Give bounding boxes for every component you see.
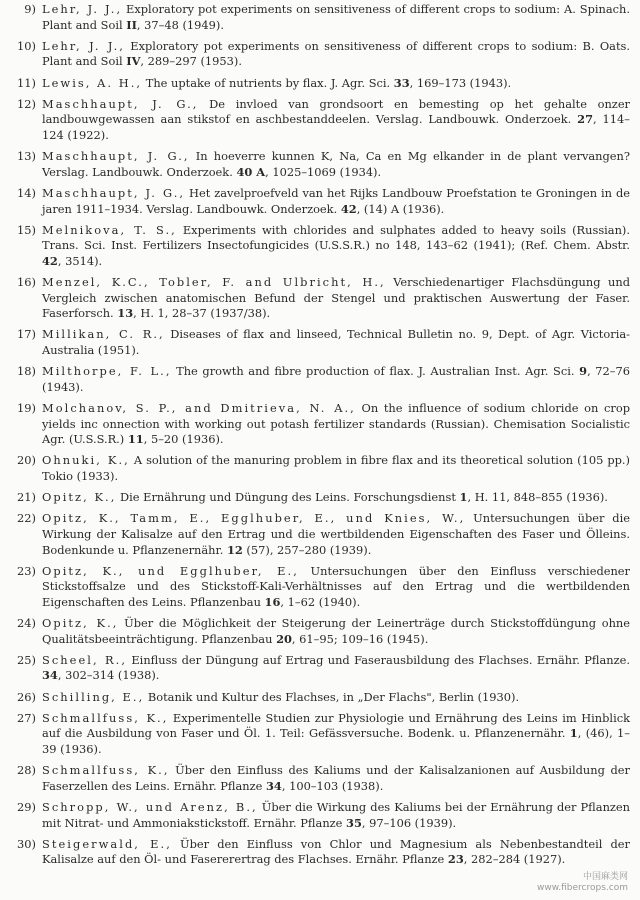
reference-text [42, 223, 630, 270]
reference-text [42, 653, 630, 684]
reference-authors: Lewis, A. H., [42, 75, 143, 90]
reference-title: Experiments with chlorides and sulphates added to heavy soils (Russian). Trans. Sci. Inst. Fertilizers Insectofungicides (U.S.S.R.) no 148, 143–62 (1941); (Ref. Chem. Abstr. [42, 222, 630, 253]
reference-title: In hoeverre kunnen K, Na, Ca en Mg elkander in de plant vervangen? Verslag. Landbouwk. Onderzoek. [42, 149, 630, 179]
reference-item [6, 453, 630, 484]
reference-volume: 11 [127, 432, 144, 447]
reference-number: 12) [17, 96, 36, 111]
reference-authors: Maschhaupt, J. G., [42, 185, 186, 200]
reference-pages: (57), 257–280 (1939). [242, 542, 372, 557]
reference-number: 14) [17, 185, 36, 200]
reference-number: 23) [17, 563, 36, 578]
reference-item [6, 149, 630, 180]
reference-item [6, 490, 630, 506]
reference-authors: Scheel, R., [42, 652, 128, 667]
reference-volume: 13 [117, 306, 134, 321]
reference-authors: Molchanov, S. P., and Dmitrieva, N. A., [42, 401, 356, 415]
reference-title: Untersuchungen über die Wirkung der Kalisalze auf den Ertrag und die wertbildenden Eigenschaften des Faser und Ölleins. Bodenkunde u. Pflanzenernähr. [42, 511, 630, 557]
reference-pages: , 100–103 (1938). [281, 778, 384, 793]
reference-text [42, 837, 630, 868]
watermark-cn: 中国麻类网 [582, 872, 628, 882]
reference-text [42, 711, 630, 758]
reference-text [42, 275, 630, 322]
reference-authors: Maschhaupt, J. G., [42, 96, 199, 111]
reference-number: 13) [17, 149, 36, 164]
reference-pages: , H. 11, 848–855 (1936). [467, 490, 608, 505]
reference-title: Über die Wirkung des Kaliums bei der Ernährung der Pflanzen mit Nitrat- und Ammoniakstickstoff. Ernähr. Pflanze [42, 800, 630, 830]
reference-number: 25) [17, 652, 36, 667]
reference-item [6, 800, 630, 831]
reference-title: Het zavelproefveld van het Rijks Landbouw Proefstation te Groningen in de jaren 1911–1934. Verslag. Landbouwk. Onderzoek. [42, 185, 630, 216]
reference-item [6, 564, 630, 611]
reference-volume: 40 A [236, 164, 266, 179]
reference-text [42, 2, 630, 33]
reference-text [42, 401, 630, 448]
reference-item [6, 97, 630, 144]
reference-authors: Opitz, K., [42, 490, 117, 505]
reference-pages: , 169–173 (1943). [409, 75, 512, 90]
reference-item [6, 511, 630, 558]
reference-volume: 42 [42, 253, 58, 268]
reference-title: The uptake of nutrients by flax. J. Agr. Sci. [142, 75, 394, 90]
reference-title: The growth and fibre production of flax. J. Australian Inst. Agr. Sci. [171, 364, 580, 379]
reference-volume: 1 [569, 726, 578, 741]
reference-authors: Millikan, C. R., [42, 327, 165, 342]
reference-number: 11) [17, 75, 36, 90]
reference-item [6, 616, 630, 647]
reference-pages: , H. 1, 28–37 (1937/38). [133, 306, 271, 321]
reference-text [42, 763, 630, 794]
reference-pages: , 37–48 (1949). [136, 17, 224, 32]
reference-volume: 34 [265, 778, 282, 793]
reference-authors: Opitz, K., und Egglhuber, E., [42, 563, 299, 578]
reference-text [42, 800, 630, 831]
reference-text [42, 149, 630, 180]
reference-text [42, 364, 630, 395]
reference-authors: Lehr, J. J., [42, 38, 125, 53]
reference-text [42, 690, 630, 706]
reference-volume: 34 [42, 668, 58, 683]
reference-volume: 20 [276, 631, 292, 646]
reference-text [42, 490, 630, 506]
reference-number: 17) [17, 327, 36, 342]
reference-title: Über den Einfluss des Kaliums und der Kalisalzanionen auf Ausbildung der Faserzellen des Leins. Ernähr. Pflanze [42, 763, 630, 793]
reference-volume: 1 [459, 490, 468, 505]
reference-item [6, 711, 630, 758]
reference-title: Die Ernährung und Düngung des Leins. Forschungsdienst [116, 490, 460, 505]
reference-volume: 16 [264, 594, 281, 609]
reference-item [6, 275, 630, 322]
reference-item [6, 763, 630, 794]
reference-number: 9) [24, 2, 36, 16]
reference-title: Diseases of flax and linseed, Technical Bulletin no. 9, Dept. of Agr. Victoria-Australia (1951). [42, 327, 630, 358]
reference-pages: , 3514). [57, 253, 103, 268]
reference-text [42, 97, 630, 144]
reference-title: Untersuchungen über den Einfluss verschiedener Stickstoffsalze und des Stickstoff-Kali-Verhältnisses auf den Ertrag und die wertbildenden Eigenschaften des Leins. Pflanzenbau [42, 563, 630, 609]
reference-authors: Opitz, K., Tamm, E., Egglhuber, E., und Knies, W., [42, 511, 466, 526]
reference-text [42, 39, 630, 70]
reference-title: On the influence of sodium chloride on crop yields inc onnection with working out potash fertilizer standards (Russian). Chemisation Socialistic Agr. (U.S.S.R.) [42, 401, 630, 447]
reference-item [6, 39, 630, 70]
reference-number: 28) [17, 763, 36, 778]
reference-item [6, 76, 630, 92]
reference-volume: 33 [393, 75, 410, 90]
reference-pages: , (46), 1–39 (1936). [42, 726, 630, 757]
reference-authors: Menzel, K.C., Tobler, F. and Ulbricht, H., [42, 275, 386, 290]
reference-volume: 42 [340, 201, 357, 216]
reference-text [42, 327, 630, 358]
reference-pages: , 302–314 (1938). [57, 668, 160, 683]
reference-text [42, 511, 630, 558]
reference-item [6, 401, 630, 448]
reference-title: Verschiedenartiger Flachsdüngung und Vergleich zwischen anatomischen Befund der Stengel und praktischen Auswertung der Faser. Faserforsch. [42, 275, 630, 321]
reference-authors: Schilling, E., [42, 689, 145, 704]
reference-volume: 23 [447, 852, 464, 867]
reference-text [42, 616, 630, 647]
reference-number: 30) [17, 836, 36, 851]
reference-authors: Maschhaupt, J. G., [42, 149, 190, 164]
reference-authors: Milthorpe, F. L., [42, 364, 172, 379]
watermark-url: www.fibercrops.com [537, 883, 628, 893]
reference-item [6, 364, 630, 395]
reference-authors: Lehr, J. J., [42, 2, 123, 16]
reference-title: Botanik und Kultur des Flachses, in „Der Flachs", Berlin (1930). [144, 689, 520, 704]
reference-title: Experimentelle Studien zur Physiologie und Ernährung des Leins im Hinblick auf die Ausbildung von Faser und Öl. 1. Teil: Gefässversuche. Bodenk. u. Pflanzenernähr. [42, 710, 631, 741]
reference-pages: , (14) A (1936). [356, 201, 445, 216]
reference-pages: , 1–62 (1940). [280, 594, 361, 609]
reference-item [6, 327, 630, 358]
reference-item [6, 186, 630, 217]
reference-authors: Schmallfuss, K., [42, 763, 170, 778]
reference-authors: Ohnuki, K., [42, 453, 130, 468]
reference-volume: 27 [577, 112, 594, 127]
reference-number: 29) [17, 800, 36, 814]
reference-title: A solution of the manuring problem in fibre flax and its theoretical solution (105 pp.) Tokio (1933). [42, 453, 630, 483]
reference-authors: Melnikova, T. S., [42, 222, 177, 237]
watermark [537, 872, 628, 894]
reference-pages: , 1025–1069 (1934). [265, 164, 382, 179]
reference-pages: , 289–297 (1953). [140, 54, 242, 69]
reference-pages: , 114–124 (1922). [42, 112, 630, 142]
reference-authors: Schmallfuss, K., [42, 710, 169, 725]
reference-pages: , 97–106 (1939). [361, 815, 457, 830]
reference-authors: Schropp, W., und Arenz, B., [42, 800, 258, 814]
reference-title: Exploratory pot experiments on sensitiveness of different crops to sodium: A. Spinach. Plant and Soil [42, 2, 630, 32]
reference-volume: 9 [579, 364, 588, 379]
reference-number: 21) [17, 490, 36, 505]
reference-title: Über die Möglichkeit der Steigerung der Leinerträge durch Stickstoffdüngung ohne Qualitätsbeeinträchtigung. Pflanzenbau [42, 616, 630, 646]
reference-text [42, 564, 630, 611]
reference-pages: , 61–95; 109–16 (1945). [291, 631, 429, 646]
reference-pages: , 72–76 (1943). [42, 364, 630, 394]
reference-pages: , 5–20 (1936). [143, 432, 224, 447]
reference-item [6, 223, 630, 270]
reference-text [42, 186, 630, 217]
reference-number: 10) [17, 38, 36, 53]
reference-item [6, 653, 630, 684]
reference-number: 27) [17, 710, 36, 725]
reference-number: 22) [17, 511, 36, 526]
reference-text [42, 453, 630, 484]
reference-number: 15) [17, 222, 36, 237]
reference-item [6, 2, 630, 33]
reference-number: 26) [17, 689, 36, 704]
reference-authors: Steigerwald, E., [42, 836, 172, 851]
reference-volume: II [126, 17, 137, 32]
reference-number: 24) [17, 616, 36, 631]
reference-pages: , 282–284 (1927). [463, 852, 566, 867]
reference-item [6, 837, 630, 868]
reference-volume: 12 [226, 542, 243, 557]
reference-number: 18) [17, 364, 36, 379]
reference-text [42, 76, 630, 92]
reference-number: 20) [17, 453, 36, 468]
reference-volume: IV [126, 54, 141, 69]
reference-title: De invloed van grondsoort en bemesting op het gehalte onzer landbouwgewassen aan stikstof en aschbestanddeelen. Verslag. Landbouwk. Onderzoek. [42, 96, 630, 127]
reference-number: 19) [17, 401, 36, 415]
reference-authors: Opitz, K., [42, 616, 119, 631]
reference-volume: 35 [346, 815, 362, 830]
reference-title: Einfluss der Düngung auf Ertrag und Faserausbildung des Flachses. Ernähr. Pflanze. [127, 652, 630, 667]
reference-number: 16) [17, 275, 36, 290]
reference-title: Über den Einfluss von Chlor und Magnesium als Nebenbestandteil der Kalisalze auf den Öl- und Fasererertrag des Flachses. Ernähr. Pflanze [42, 836, 630, 867]
reference-item [6, 690, 630, 706]
reference-title: Exploratory pot experiments on sensitiveness of different crops to sodium: B. Oats. Plant and Soil [42, 38, 630, 69]
